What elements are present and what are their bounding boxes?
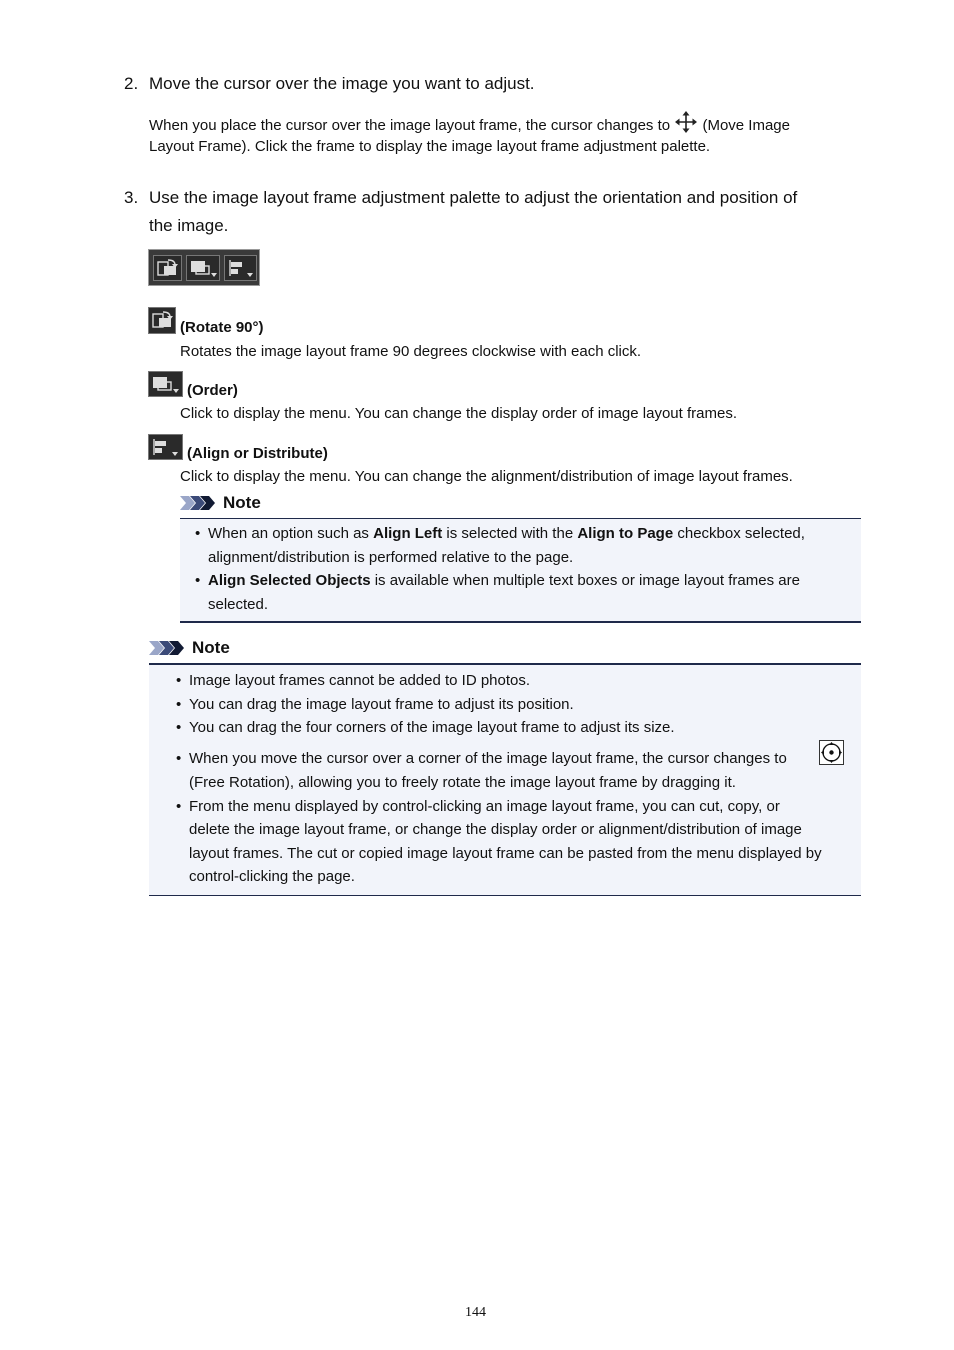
free-rotation-icon (819, 740, 844, 765)
outer-note-item-2: You can drag the image layout frame to adjust its position. (189, 696, 574, 713)
palette-order-button[interactable] (186, 255, 220, 281)
align-distribute-button (148, 434, 183, 460)
palette-rotate-90-button[interactable] (153, 255, 182, 281)
outer-note-item-5-line2: delete the image layout frame, or change the display order or alignment/distribution of image (189, 821, 802, 838)
inner-note-item-1-text-b: is selected with the (442, 525, 578, 542)
align-distribute-label: (Align or Distribute) (187, 445, 328, 462)
inner-note-item-2-text: is available when multiple text boxes or image layout frames are (370, 572, 800, 589)
outer-note-item-1: Image layout frames cannot be added to ID photos. (189, 672, 531, 689)
outer-note-item-5-line3: layout frames. The cut or copied image layout frame can be pasted from the menu displayed by (189, 845, 822, 862)
outer-note-bottom-rule (149, 895, 861, 896)
order-button (148, 371, 183, 397)
order-label: (Order) (187, 382, 238, 399)
inner-note-item-1 (208, 522, 858, 546)
rotate-90-description: Rotates the image layout frame 90 degrees clockwise with each click. (180, 343, 642, 360)
page-number: 144 (465, 1305, 486, 1320)
outer-note-item-3: You can drag the four corners of the image layout frame to adjust its size. (189, 719, 675, 736)
align-selected-objects-term: Align Selected Objects (208, 572, 371, 589)
outer-note-bullet-1: • (176, 672, 182, 689)
inner-note-bottom-rule (180, 621, 861, 623)
inner-note-heading (180, 492, 261, 514)
inner-note-item-1-text-c: checkbox selected, (673, 525, 805, 542)
inner-note-title: Note (223, 493, 261, 512)
align-distribute-icon (225, 256, 256, 280)
order-icon (187, 256, 219, 280)
outer-note-heading (149, 637, 230, 659)
order-description: Click to display the menu. You can change the display order of image layout frames. (180, 405, 737, 422)
step-2-desc-before: When you place the cursor over the image layout frame, the cursor changes to (149, 117, 671, 134)
outer-note-bullet-3: • (176, 719, 182, 736)
note-chevrons-icon (180, 494, 220, 512)
inner-note-bullet-2: • (195, 572, 201, 589)
step-2-title: Move the cursor over the image you want to adjust. (149, 74, 535, 93)
outer-note-title: Note (192, 638, 230, 657)
outer-note-item-4: When you move the cursor over a corner of the image layout frame, the cursor changes to (189, 750, 787, 767)
inner-note-item-1-text-a: When an option such as (208, 525, 374, 542)
inner-note-item-2-line2: selected. (208, 596, 269, 613)
order-icon (149, 372, 182, 396)
step-2-description (149, 111, 849, 137)
rotate-90-icon (149, 308, 175, 333)
outer-note-bullet-5: • (176, 798, 182, 815)
rotate-90-label: (Rotate 90°) (180, 319, 264, 336)
step-3-title-line1: Use the image layout frame adjustment palette to adjust the orientation and position of (149, 188, 798, 207)
inner-note-item-1-line2: alignment/distribution is performed relative to the page. (208, 549, 574, 566)
step-2-desc-line2: Layout Frame). Click the frame to display the image layout frame adjustment palette. (149, 138, 711, 155)
align-left-term: Align Left (373, 525, 443, 542)
align-distribute-description: Click to display the menu. You can change the alignment/distribution of image layout frames. (180, 468, 793, 485)
inner-note-bullet-1: • (195, 525, 201, 542)
step-2-desc-after: (Move Image (702, 117, 790, 134)
align-to-page-term: Align to Page (577, 525, 674, 542)
step-3-number: 3. (124, 188, 139, 207)
note-chevrons-icon (149, 639, 189, 657)
outer-note-item-4-line2: (Free Rotation), allowing you to freely rotate the image layout frame by dragging it. (189, 774, 736, 791)
outer-note-bullet-2: • (176, 696, 182, 713)
step-3-title-line2: the image. (149, 216, 229, 235)
rotate-90-icon (154, 256, 181, 280)
outer-note-item-5-line1: From the menu displayed by control-clicking an image layout frame, you can cut, copy, or (189, 798, 780, 815)
outer-note-bullet-4: • (176, 750, 182, 767)
outer-note-item-5-line4: control-clicking the page. (189, 868, 355, 885)
move-image-layout-frame-icon (675, 111, 697, 133)
inner-note-item-2 (208, 569, 858, 593)
rotate-90-button (148, 307, 176, 334)
palette-align-button[interactable] (224, 255, 257, 281)
align-distribute-icon (149, 435, 182, 459)
adjustment-palette (148, 249, 260, 286)
step-2-number: 2. (124, 74, 139, 93)
